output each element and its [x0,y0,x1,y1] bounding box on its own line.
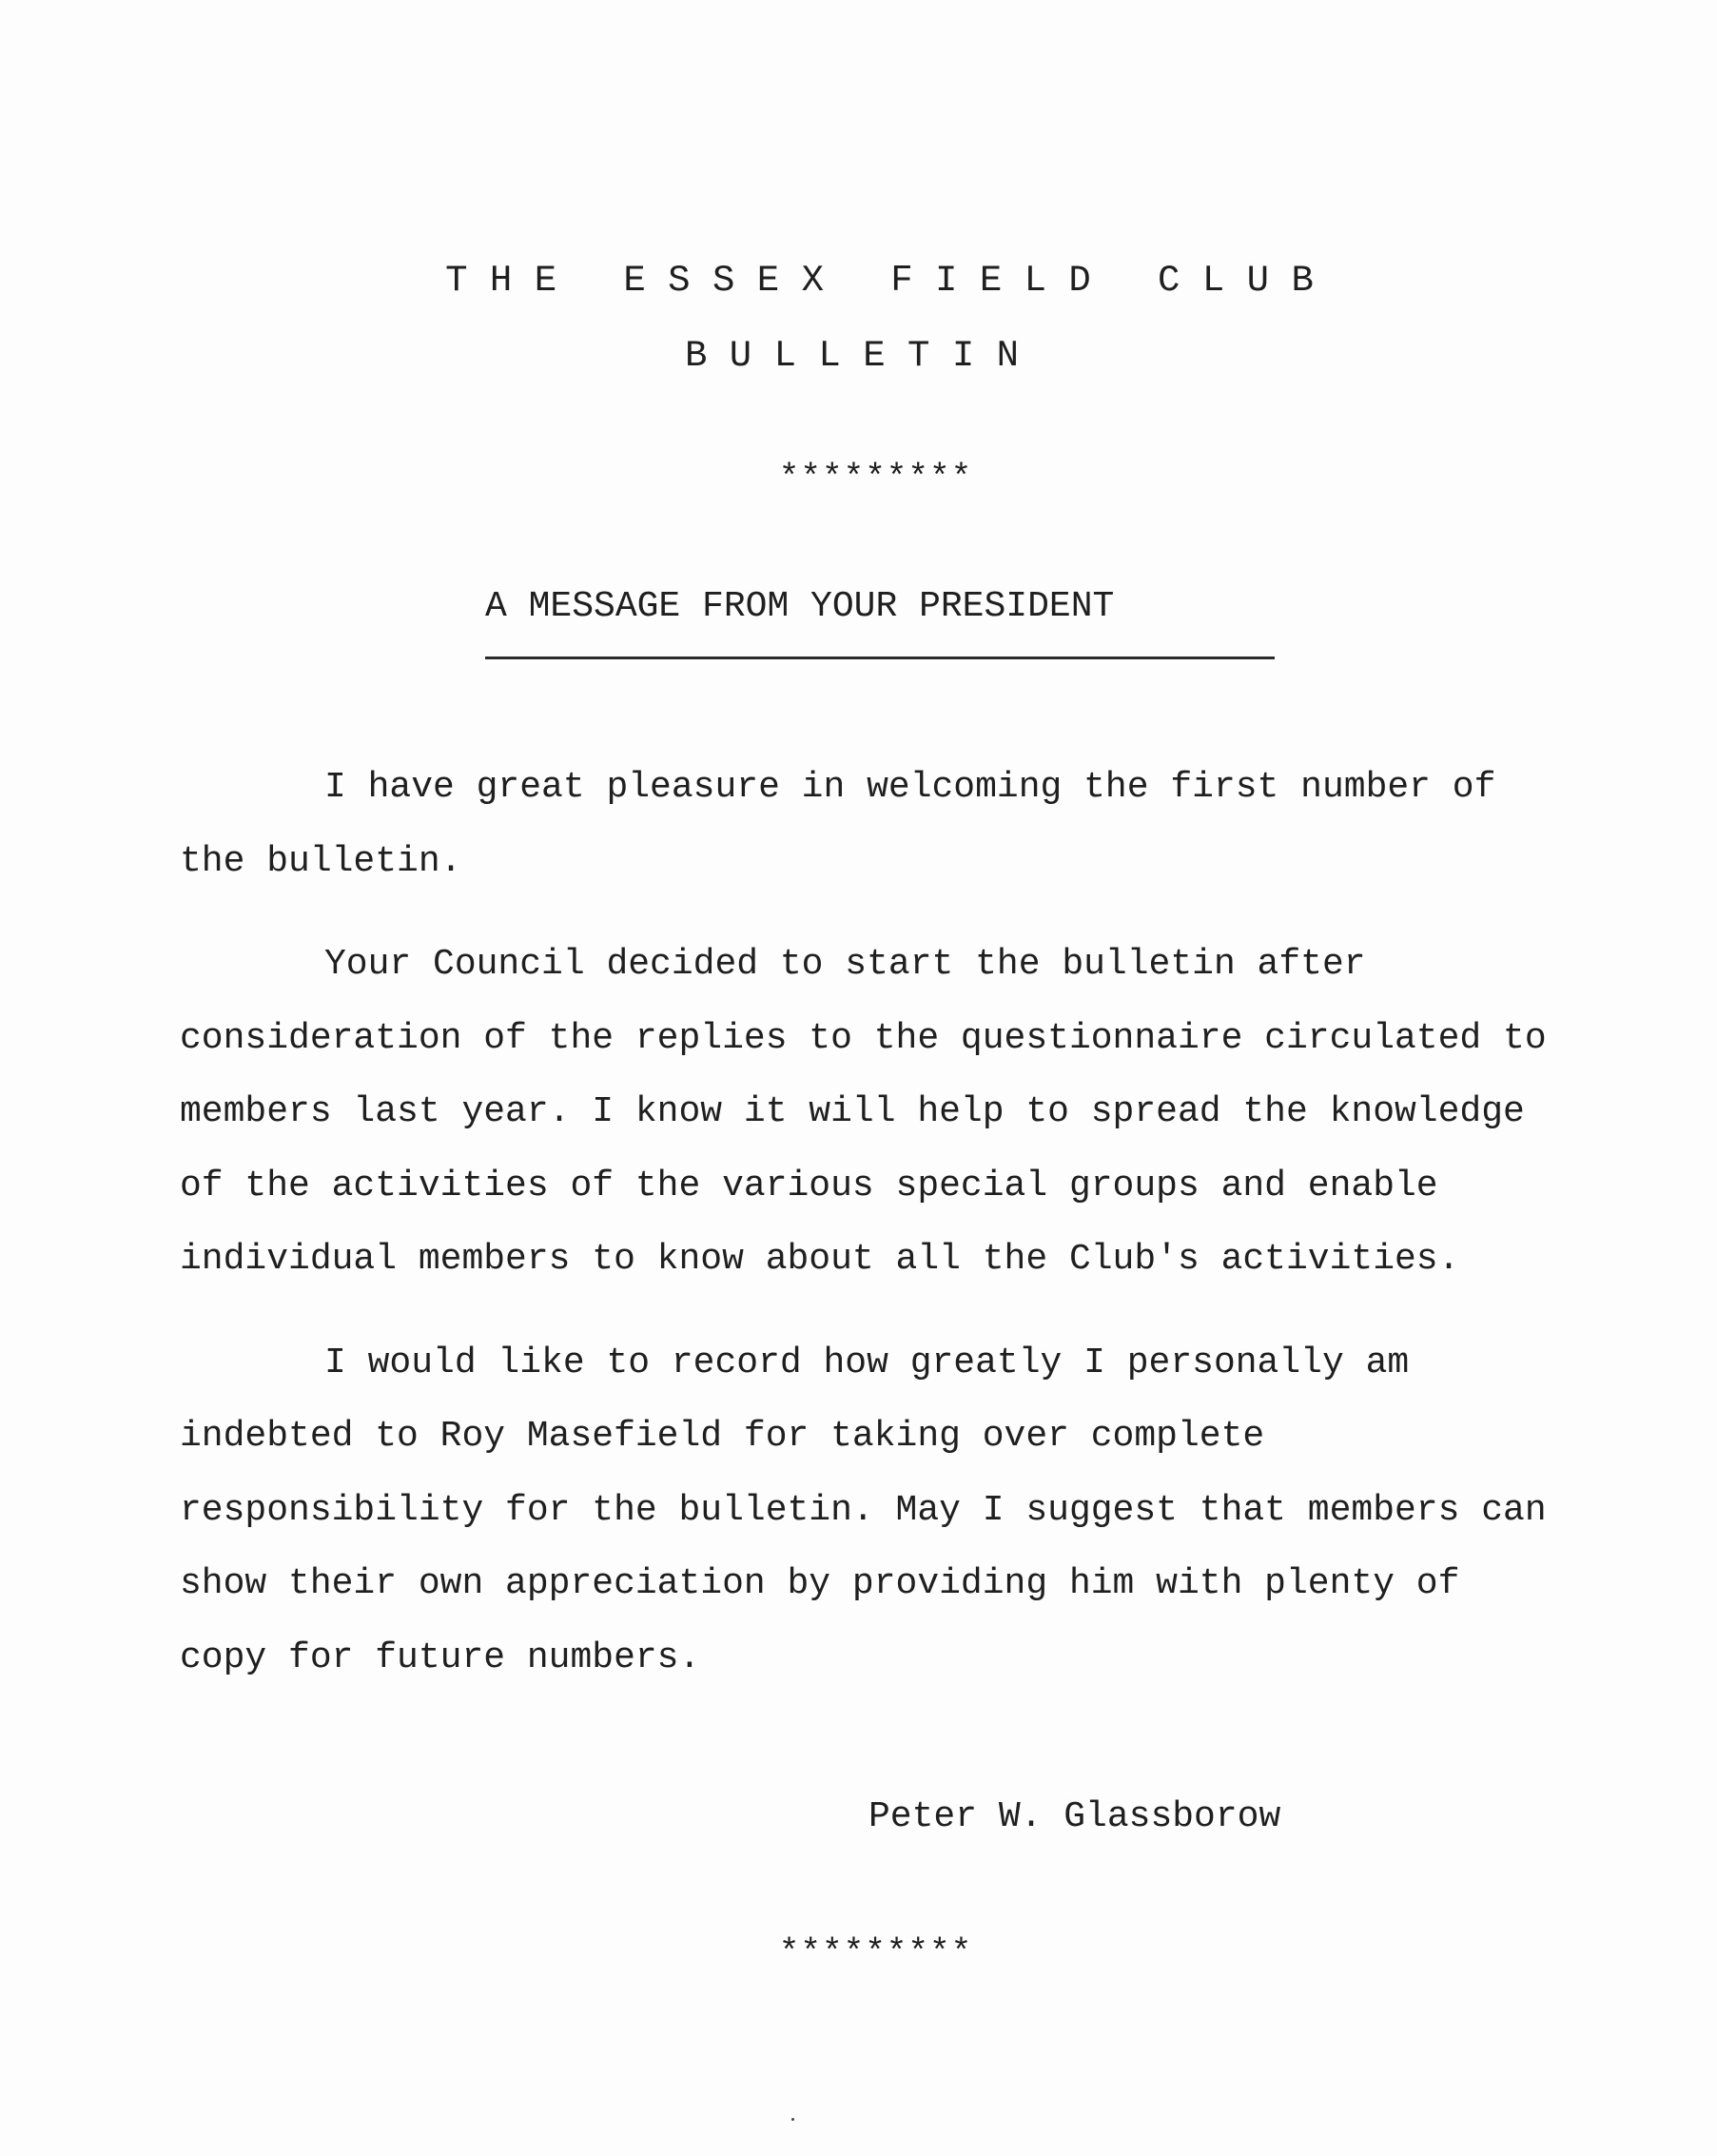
club-title: T H E E S S E X F I E L D C L U B [445,260,1314,302]
page-speck [791,2118,794,2121]
separator-top: ********* [778,459,973,498]
separator-bottom: ********* [778,1933,973,1972]
heading-underline [485,657,1275,659]
paragraph-1: I have great pleasure in welcoming the first number of the bulletin. [180,767,1496,882]
signature: Peter W. Glassborow [868,1796,1281,1837]
paragraph-2: Your Council decided to start the bulletin after consideration of the replies to the questionnaire circulated to members last year. I know it will help to spread the knowledge of the activities of the various special groups and enable individual members to know about all the Club's activities. [180,944,1547,1280]
bulletin-title: B U L L E T I N [684,335,1020,377]
message-body [180,751,1559,1724]
message-heading: A MESSAGE FROM YOUR PRESIDENT [485,586,1115,627]
paragraph-3: I would like to record how greatly I personally am indebted to Roy Masefield for taking over complete responsibility for the bulletin. May I suggest that members can show their own appreciation by providing him with plenty of copy for future numbers. [180,1342,1547,1678]
